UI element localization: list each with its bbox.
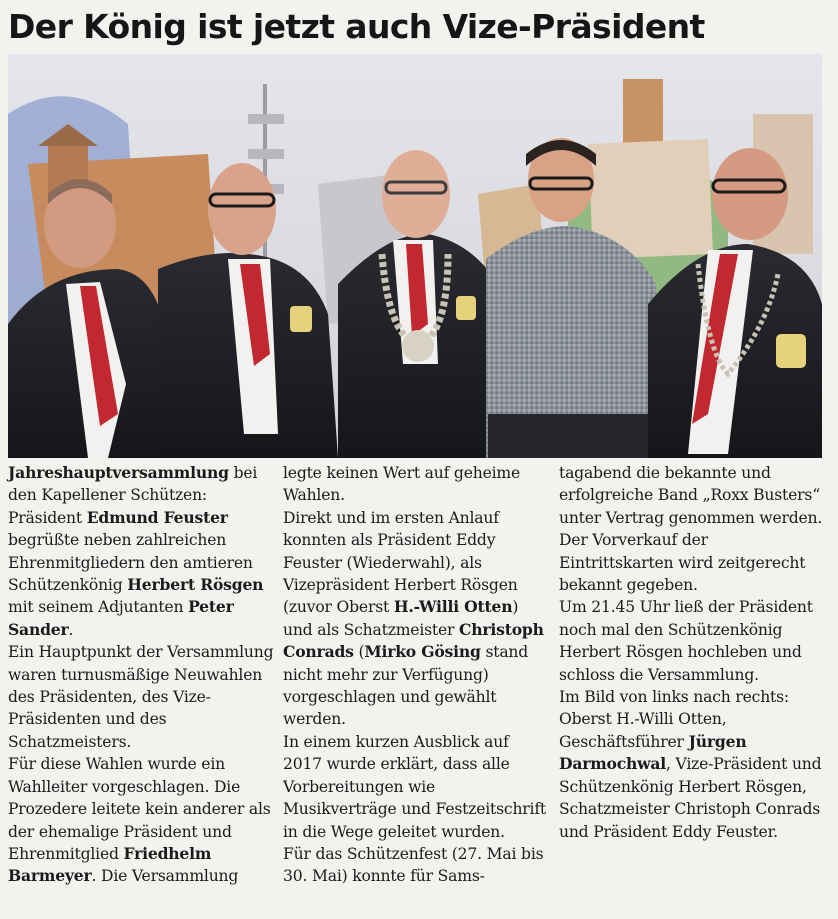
article-paragraph [8,641,276,753]
text-run: Direkt und im ersten Anlauf konnten als Präsident Eddy Feuster (Wiederwahl), als Vizepräsident Herbert Rösgen (zuvor Oberst [283,508,518,617]
article-column-2 [283,462,551,912]
article-paragraph [8,753,276,887]
bold-name: Christoph Conrads [283,619,544,662]
article-paragraph [559,462,827,529]
headline: Der König ist jetzt auch Vize-Präsident [8,7,705,46]
text-run: ) und als Schatzmeister [283,598,519,639]
group-photo-illustration [8,54,822,458]
text-run: In einem kurzen Ausblick auf 2017 wurde erklärt, dass alle Vorbereitungen wie Musikverträge und Festzeitschrift in die Wege geleitet wurden. [283,732,546,841]
text-run: tagabend die bekannte und erfolgreiche Band „Roxx Busters“ unter Vertrag genommen werden. [559,464,823,527]
bold-name: Mirko Gösing [364,642,481,662]
text-run: Ein Hauptpunkt der Versammlung waren turnusmäßige Neuwahlen des Präsidenten, des Vize- Präsidenten und des Schatzmeisters. [8,643,274,751]
text-run: Für diese Wahlen wurde ein Wahlleiter vorgeschlagen. Die Prozedere leitete kein anderer als der ehemalige Präsident und Ehrenmitglied [8,755,271,863]
text-run: begrüßte neben zahlreichen Ehrenmitgliedern den amtieren Schützenkönig [8,531,253,595]
article-paragraph [283,731,551,843]
text-run: Im Bild von links nach rechts: Oberst H.-Willi Otten, Geschäftsführer [559,688,789,751]
bold-name: Friedhelm Barmeyer [8,843,212,886]
text-run: stand nicht mehr zur Verfügung) vorgeschlagen und gewählt werden. [283,643,529,729]
bold-name: Peter Sander [8,597,234,639]
text-run: bei den Kapellener Schützen: Präsident [8,464,258,527]
article-paragraph [283,843,551,888]
text-run: ( [353,643,365,662]
bold-name: Edmund Feuster [86,507,228,527]
text-run: Der Vorverkauf der Eintrittskarten wird zeitgerecht bekannt gegeben. [559,531,806,595]
text-run: . Die Versammlung [91,867,239,886]
bold-name: Jahreshauptversammlung [8,463,229,482]
bold-name: Herbert Rösgen [127,575,264,595]
text-run: Um 21.45 Uhr ließ der Präsident noch mal den Schützenkönig Herbert Rösgen hochleben und schloss die Versammlung. [559,598,813,684]
article-paragraph [283,507,551,731]
bold-name: H.-Willi Otten [393,597,513,617]
article-column-1 [8,462,276,912]
article-paragraph [283,462,551,507]
article-paragraph [559,529,827,596]
text-run: mit seinem Adjutanten [8,598,189,617]
text-run: legte keinen Wert auf geheime Wahlen. [283,464,520,505]
text-run: . [68,620,74,639]
group-photo [8,54,822,458]
article-paragraph [559,686,827,843]
article-paragraph [8,462,276,641]
article-column-3 [559,462,827,912]
bold-name: Jürgen Darmochwal [559,731,747,774]
text-run: , Vize-Präsident und Schützenkönig Herbert Rösgen, Schatzmeister Christoph Conrads und Präsident Eddy Feuster. [559,755,822,841]
text-run: Für das Schützenfest (27. Mai bis 30. Mai) konnte für Sams- [283,844,544,886]
article-paragraph [559,596,827,686]
